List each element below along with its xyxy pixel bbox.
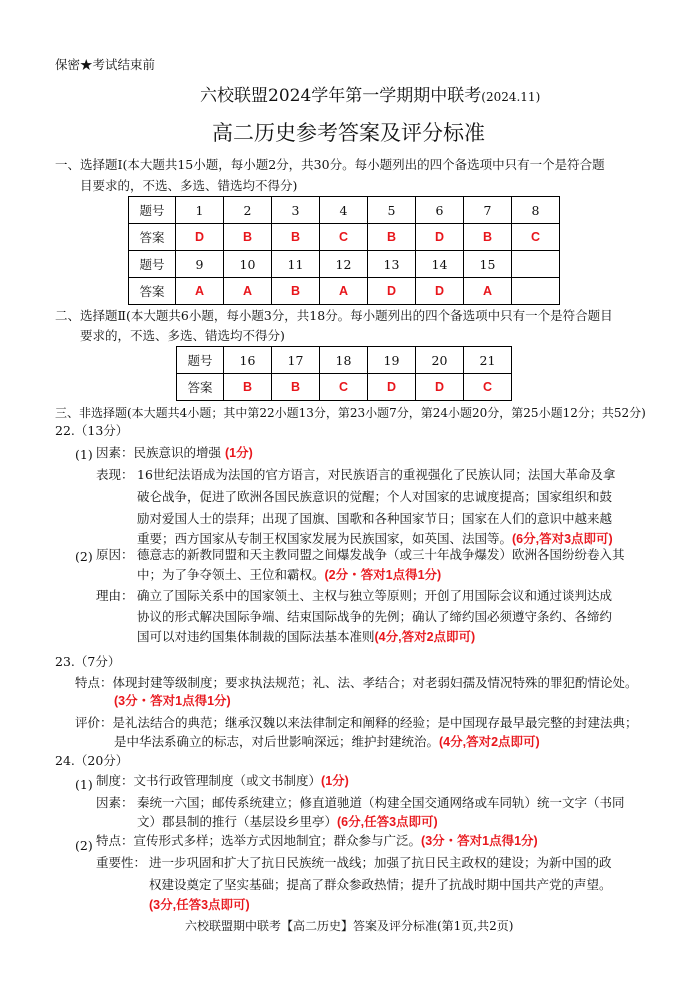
q22-grounds-score: (4分,答对2点即可) — [374, 630, 476, 644]
question-number: 3 — [272, 197, 320, 224]
table-row — [129, 278, 560, 305]
exam-date: (2024.11) — [481, 90, 541, 104]
q24-system-line — [96, 774, 349, 788]
question-number: 8 — [512, 197, 560, 224]
question-number: 18 — [320, 347, 368, 374]
q23-feature-text: 体现封建等级制度；要求执法规范；礼、法、孝结合；对老弱妇孺及情况特殊的罪犯酌情论处。 — [112, 675, 638, 690]
q22-factor-score: (1分) — [225, 446, 253, 460]
q24-system-text: 文书行政管理制度（或文书制度） — [133, 773, 322, 788]
q22-reason-line2: 中；为了争夺领土、王位和霸权。 — [137, 567, 325, 582]
question-number: 19 — [368, 347, 416, 374]
table-row — [129, 251, 560, 278]
question-number: 11 — [272, 251, 320, 278]
answer-cell: D — [176, 224, 224, 251]
answer-cell: A — [176, 278, 224, 305]
question-number: 10 — [224, 251, 272, 278]
question-number: 6 — [416, 197, 464, 224]
q22-part2-number: (2) — [75, 549, 93, 564]
answer-cell: C — [512, 224, 560, 251]
answer-cell: B — [224, 374, 272, 401]
q23-eval-line2-wrap — [114, 735, 540, 749]
q24-feature-score: (3分・答对1点得1分) — [421, 834, 538, 848]
row-label-a: 答案 — [129, 224, 176, 251]
answer-cell: C — [320, 224, 368, 251]
empty-cell — [512, 278, 560, 305]
question-number: 9 — [176, 251, 224, 278]
q22-part1-number: (1) — [75, 447, 93, 462]
answer-cell: A — [224, 278, 272, 305]
q22-reason-line1: 德意志的新教同盟和天主教同盟之间爆发战争（或三十年战争爆发）欧洲各国纷纷卷入其 — [137, 547, 625, 562]
q22-part1-line — [96, 446, 253, 460]
confidential-mark: 保密★考试结束前 — [55, 57, 156, 72]
q23-heading: 23.（7分） — [55, 654, 121, 669]
q22-grounds-line2: 协议的形式解决国际争端、结束国际战争的先例；确认了缔约国必须遵守条约、各缔约 — [137, 609, 613, 624]
question-number: 20 — [416, 347, 464, 374]
page-footer: 六校联盟期中联考【高二历史】答案及评分标准(第1页,共2页) — [185, 919, 514, 933]
q22-grounds-label: 理由： — [96, 588, 134, 603]
answer-cell: C — [320, 374, 368, 401]
q22-manifest-line4-wrap — [137, 532, 613, 546]
answer-cell: B — [464, 224, 512, 251]
q24-feature-label: 特点： — [96, 833, 134, 848]
question-number: 16 — [224, 347, 272, 374]
question-number: 12 — [320, 251, 368, 278]
q24-factor-line1: 秦统一六国；邮传系统建立；修直道驰道（构建全国交通网络或车同轨）统一文字（书同 — [137, 795, 625, 810]
section2-intro-line2: 要求的，不选、多选、错选均不得分) — [80, 328, 285, 343]
q24-part2-number: (2) — [75, 838, 93, 853]
q22-grounds-line3: 国可以对违约国集体制裁的国际法基本准则 — [137, 629, 375, 644]
q22-manifest-line4: 重要；西方国家从专制王权国家发展为民族国家，如英国、法国等。 — [137, 531, 513, 546]
q24-system-label: 制度： — [96, 773, 134, 788]
table-row — [129, 224, 560, 251]
answer-cell: D — [416, 224, 464, 251]
exam-title-text: 六校联盟2024学年第一学期期中联考 — [200, 86, 482, 106]
question-number: 1 — [176, 197, 224, 224]
row-label-q: 题号 — [129, 197, 176, 224]
answer-cell: D — [368, 374, 416, 401]
q24-factor-score: (6分,任答3点即可) — [337, 815, 438, 829]
question-number: 2 — [224, 197, 272, 224]
q22-grounds-line3-wrap — [137, 630, 475, 644]
q23-feature-score: (3分・答对1点得1分) — [114, 694, 231, 708]
answer-cell: D — [368, 278, 416, 305]
q23-eval-line1: 是礼法结合的典范；继承汉魏以来法律制定和阐释的经验；是中国现存最早最完整的封建法典； — [112, 715, 638, 730]
answer-cell: A — [320, 278, 368, 305]
q24-importance-score: (3分,任答3点即可) — [149, 898, 250, 912]
section2-intro-line1: 二、选择题Ⅱ(本大题共6小题，每小题3分，共18分。每小题列出的四个备选项中只有一个是符合题目 — [55, 308, 613, 323]
q22-reason-line2-wrap — [137, 568, 441, 582]
q24-feature-line — [96, 834, 538, 848]
row-label-q: 题号 — [177, 347, 224, 374]
answer-cell: D — [416, 374, 464, 401]
q22-manifest-line1: 16世纪法语成为法国的官方语言，对民族语言的重视强化了民族认同；法国大革命及拿 — [137, 467, 616, 482]
table-row — [129, 197, 560, 224]
table-row — [177, 374, 512, 401]
q24-importance-score-wrap — [149, 898, 250, 912]
answer-cell: D — [416, 278, 464, 305]
q24-factor-label: 因素： — [96, 795, 134, 810]
row-label-a: 答案 — [129, 278, 176, 305]
answer-table-2 — [176, 346, 512, 401]
answer-cell: A — [464, 278, 512, 305]
q24-feature-text: 宣传形式多样；选举方式因地制宜；群众参与广泛。 — [133, 833, 422, 848]
q24-importance-line1: 进一步巩固和扩大了抗日民族统一战线；加强了抗日民主政权的建设；为新中国的政 — [149, 855, 612, 870]
answer-cell: B — [272, 224, 320, 251]
table-row — [177, 347, 512, 374]
question-number: 7 — [464, 197, 512, 224]
q23-feature-line — [75, 676, 638, 690]
answer-cell: B — [224, 224, 272, 251]
q23-eval-score: (4分,答对2点即可) — [439, 735, 540, 749]
q22-manifest-label: 表现： — [96, 467, 134, 482]
question-number: 15 — [464, 251, 512, 278]
answer-table-1 — [128, 196, 560, 305]
q23-eval-label: 评价： — [75, 715, 113, 730]
exam-title — [200, 81, 540, 106]
answer-cell: B — [272, 278, 320, 305]
row-label-a: 答案 — [177, 374, 224, 401]
q22-factor-text: 民族意识的增强 — [133, 445, 222, 460]
q23-feature-score-wrap — [114, 694, 231, 708]
question-number: 17 — [272, 347, 320, 374]
q24-factor-line2: 文）郡县制的推行（基层设乡里亭） — [137, 814, 338, 829]
question-number: 21 — [464, 347, 512, 374]
q22-reason-score: (2分・答对1点得1分) — [324, 568, 442, 582]
question-number: 14 — [416, 251, 464, 278]
q22-factor-label: 因素： — [96, 445, 134, 460]
q23-eval-line1-wrap — [75, 716, 638, 730]
q24-factor-line2-wrap — [137, 815, 438, 829]
section1-intro-line1: 一、选择题Ⅰ(本大题共15小题，每小题2分，共30分。每小题列出的四个备选项中只有一个是符合题 — [55, 157, 605, 172]
q24-importance-label: 重要性： — [96, 855, 147, 870]
q24-heading: 24.（20分） — [55, 753, 129, 768]
answer-cell: B — [368, 224, 416, 251]
q24-part1-number: (1) — [75, 777, 93, 792]
q22-heading: 22.（13分） — [55, 423, 129, 438]
question-number: 4 — [320, 197, 368, 224]
q22-manifest-score: (6分,答对3点即可) — [512, 532, 613, 546]
q22-grounds-line1: 确立了国际关系中的国家领土、主权与独立等原则；开创了用国际会议和通过谈判达成 — [137, 588, 613, 603]
q22-reason-label: 原因： — [96, 547, 134, 562]
q24-system-score: (1分) — [321, 774, 349, 788]
question-number: 13 — [368, 251, 416, 278]
q23-feature-label: 特点： — [75, 675, 113, 690]
q24-importance-line2: 权建设奠定了坚实基础；提高了群众参政热情；提升了抗战时期中国共产党的声望。 — [149, 877, 612, 892]
doc-title: 高二历史参考答案及评分标准 — [212, 121, 485, 145]
q22-manifest-line3: 励对爱国人士的崇拜；出现了国旗、国歌和各种国家节日；国家在人们的意识中越来越 — [137, 511, 613, 526]
row-label-q: 题号 — [129, 251, 176, 278]
section3-intro: 三、非选择题(本大题共4小题；其中第22小题13分，第23小题7分，第24小题20分，第25小题12分；共52分) — [55, 406, 646, 420]
question-number: 5 — [368, 197, 416, 224]
answer-cell: B — [272, 374, 320, 401]
section1-intro-line2: 目要求的，不选、多选、错选均不得分) — [80, 178, 298, 193]
q23-eval-line2: 是中华法系确立的标志，对后世影响深远；维护封建统治。 — [114, 734, 440, 749]
q22-manifest-line2: 破仑战争，促进了欧洲各国民族意识的觉醒；个人对国家的忠诚度提高；国家组织和鼓 — [137, 489, 613, 504]
answer-cell: C — [464, 374, 512, 401]
empty-cell — [512, 251, 560, 278]
